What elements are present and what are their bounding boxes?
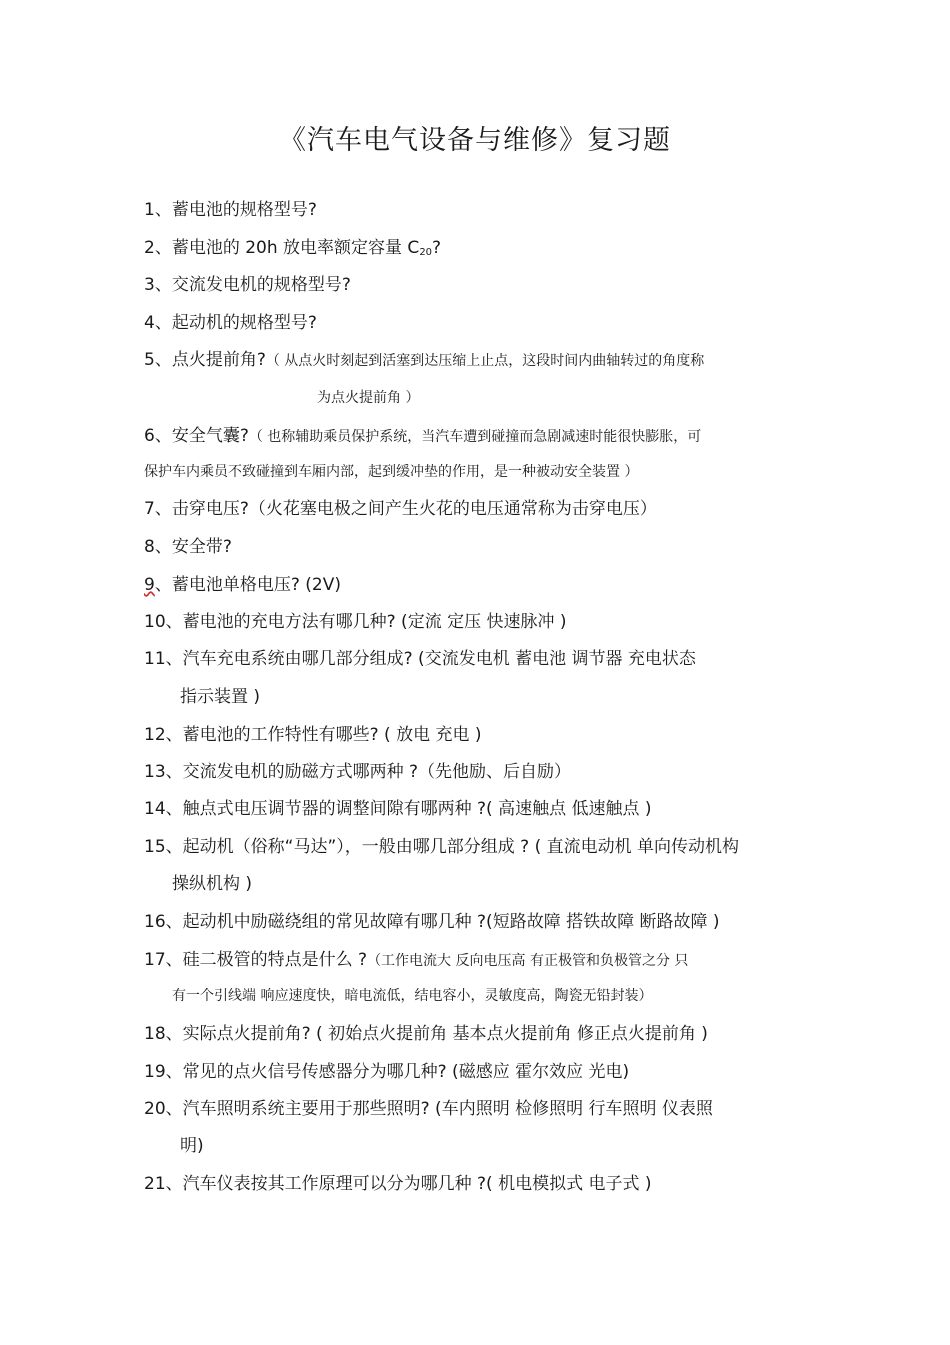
question-11-cont: 指示装置 ): [180, 687, 261, 707]
question-9-text: 、蓄电池单格电压? (2V): [154, 575, 341, 595]
question-5-answer-cont: 为点火提前角 ）: [317, 390, 420, 406]
question-14: 14、触点式电压调节器的调整间隙有哪两种 ?( 高速触点 低速触点 ): [144, 799, 652, 819]
question-12: 12、蓄电池的工作特性有哪些? ( 放电 充电 ): [144, 725, 482, 745]
question-5-text: 5、点火提前角?: [144, 350, 266, 370]
question-2-end: ?: [432, 238, 442, 258]
question-6-text: 6、安全气囊?: [144, 426, 249, 446]
question-1: 1、蓄电池的规格型号?: [144, 200, 317, 220]
question-6: [144, 425, 701, 448]
question-5: [144, 349, 704, 372]
question-21: 21、汽车仪表按其工作原理可以分为哪几种 ?( 机电模拟式 电子式 ): [144, 1174, 652, 1194]
document-title: 《汽车电气设备与维修》复习题: [279, 125, 671, 156]
question-10: 10、蓄电池的充电方法有哪几种? (定流 定压 快速脉冲 ): [144, 612, 567, 632]
question-6-answer-cont: 保护车内乘员不致碰撞到车厢内部，起到缓冲垫的作用，是一种被动安全装置 ）: [144, 464, 639, 480]
question-9: [144, 574, 341, 596]
question-19: 19、常见的点火信号传感器分为哪几种? (磁感应 霍尔效应 光电): [144, 1062, 630, 1082]
question-15: 15、起动机（俗称“马达”），一般由哪几部分组成 ? ( 直流电动机 单向传动机构: [144, 837, 740, 857]
question-8: 8、安全带?: [144, 537, 232, 557]
question-20-cont: 明): [180, 1136, 204, 1156]
question-2: [144, 237, 441, 264]
question-17: [144, 949, 688, 972]
question-13: 13、交流发电机的励磁方式哪两种 ?（先他励、后自励）: [144, 762, 572, 782]
question-17-text: 17、硅二极管的特点是什么 ?: [144, 950, 368, 970]
question-9-number: 9: [144, 575, 155, 595]
question-7: 7、击穿电压?（火花塞电极之间产生火花的电压通常称为击穿电压）: [144, 499, 657, 519]
question-18: 18、实际点火提前角? ( 初始点火提前角 基本点火提前角 修正点火提前角 ): [144, 1024, 708, 1044]
question-11: 11、汽车充电系统由哪几部分组成? (交流发电机 蓄电池 调节器 充电状态: [144, 649, 696, 669]
question-2-text: 2、蓄电池的 20h 放电率额定容量 C: [144, 238, 420, 258]
question-17-answer: （工作电流大 反向电压高 有正极管和负极管之分 只: [367, 953, 689, 969]
question-20: 20、汽车照明系统主要用于那些照明? (车内照明 检修照明 行车照明 仪表照: [144, 1099, 713, 1119]
question-16: 16、起动机中励磁绕组的常见故障有哪几种 ?(短路故障 搭铁故障 断路故障 ): [144, 912, 720, 932]
question-5-answer: （ 从点火时刻起到活塞到达压缩上止点，这段时间内曲轴转过的角度称: [265, 353, 705, 369]
question-4: 4、起动机的规格型号?: [144, 313, 317, 333]
question-3: 3、交流发电机的规格型号?: [144, 275, 351, 295]
question-6-answer: （ 也称辅助乘员保护系统，当汽车遭到碰撞而急剧减速时能很快膨胀，可: [248, 429, 702, 445]
question-17-answer-cont: 有一个引线端 响应速度快，暗电流低，结电容小，灵敏度高，陶瓷无铅封装）: [172, 988, 653, 1004]
question-15-cont: 操纵机构 ): [172, 874, 253, 894]
question-2-subscript: 20: [419, 247, 433, 258]
